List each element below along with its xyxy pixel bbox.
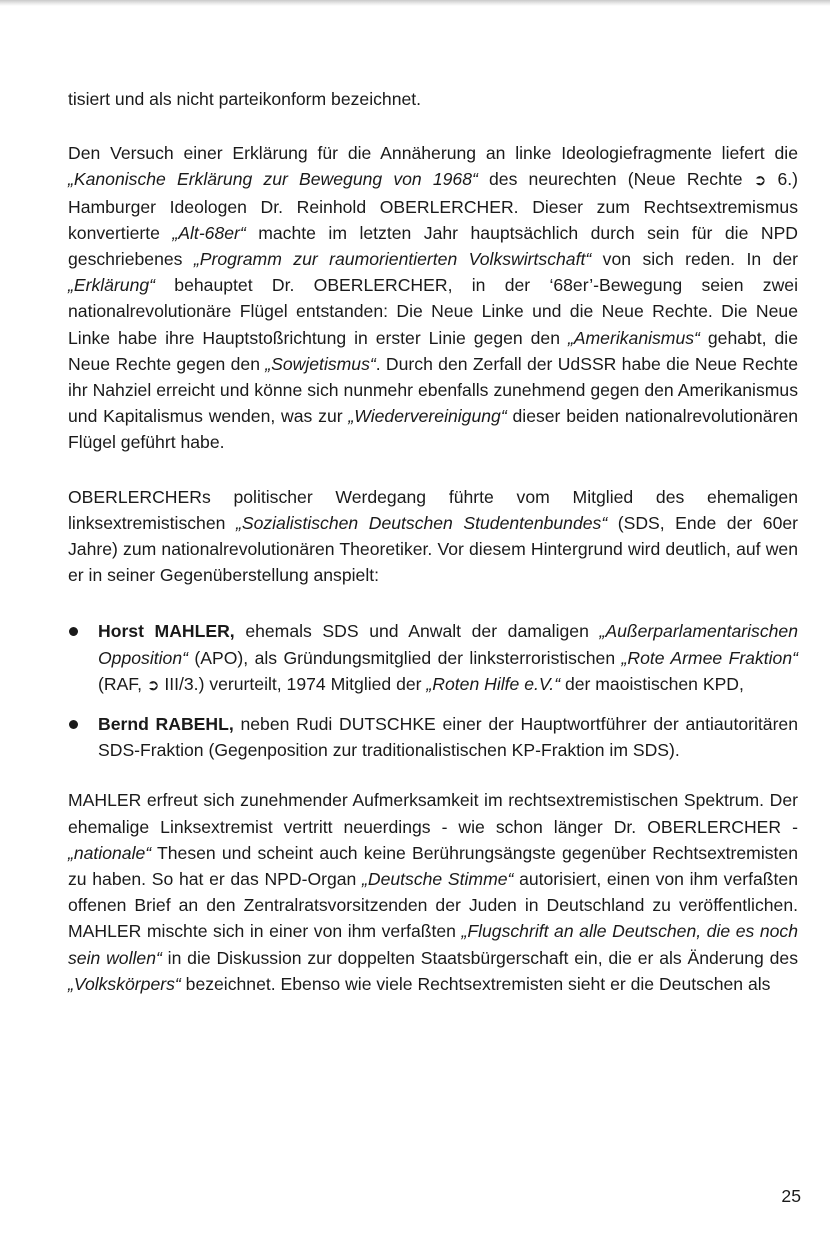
quote-title: „Programm zur raumorientierten Volkswirtschaft“	[193, 249, 592, 270]
paragraph-mahler	[68, 787, 798, 997]
text-span: tisiert und als nicht parteikonform bezeichnet.	[68, 89, 422, 109]
text-span: von sich reden. In der	[591, 249, 799, 270]
page-number: 25	[781, 1186, 801, 1206]
bullet-item-rabehl	[68, 711, 798, 763]
bullet-item-mahler	[68, 618, 798, 698]
text-span: autorisiert, einen von ihm verfaßten offenen Brief an den Zentralratsvorsitzenden der Juden in Deutschland zu veröffentlichen. MAHLER mischte sich in einer von ihm verfaßten	[68, 869, 798, 942]
text-span: . Durch den Zerfall der UdSSR habe die Neue Rechte ihr Nahziel erreicht und könne sich nunmehr ebenfalls zunehmend gegen den Amerikanismus und Kapitalismus wenden, was zur	[68, 353, 798, 427]
text-span: gehabt, die Neue Rechte gegen den	[68, 327, 798, 374]
quote-title: „Erklärung“	[68, 275, 156, 296]
text-span: MAHLER erfreut sich zunehmender Aufmerksamkeit im rechtsextremistischen Spektrum. Der ehemalige Linksextremist vertritt neuerdings - wie schon länger Dr. OBERLERCHER -	[68, 790, 798, 837]
text-span: Thesen und scheint auch keine Berührungsängste gegenüber Rechtsextremisten zu haben. So hat er das NPD-Organ	[68, 842, 798, 890]
bullet-list	[68, 618, 798, 763]
scan-edge	[0, 0, 830, 6]
quote-title: „Außerparlamentarischen Opposition“	[98, 621, 798, 668]
cross-reference-arrow-icon: ➲	[146, 675, 160, 694]
document-page	[68, 86, 798, 1025]
text-span: machte im letzten Jahr hauptsächlich durch sein für die NPD geschriebenes	[68, 222, 799, 270]
paragraph-intro	[68, 86, 798, 112]
text-span: behauptet Dr. OBERLERCHER, in der ‘68er’-Bewegung seien zwei nationalrevolutionäre Flügel entstanden: Die Neue Linke und die Neue Rechte. Die Neue Linke habe ihre Hauptstoßrichtung in erster Linie gegen den	[68, 275, 798, 348]
quote-title: „Roten Hilfe e.V.“	[426, 673, 561, 694]
quote-title: „Alt-68er“	[172, 222, 246, 243]
quote-title: „Flugschrift an alle Deutschen, die es noch sein wollen“	[68, 921, 798, 968]
text-span: der maoistischen KPD,	[560, 673, 744, 694]
quote-title: „Rote Armee Fraktion“	[621, 647, 798, 668]
bold-name: Horst MAHLER,	[98, 621, 235, 642]
paragraph-oberlercher-declaration	[68, 140, 798, 455]
text-span: des neurechten (Neue Rechte	[477, 169, 754, 190]
text-span: Den Versuch einer Erklärung für die Annäherung an linke Ideologiefragmente liefert die	[68, 143, 798, 164]
text-span: neben Rudi DUTSCHKE einer der Hauptwortführer der antiautoritären SDS-Fraktion (Gegenposition zur traditionalistischen KP-Fraktion im SDS).	[98, 714, 798, 761]
quote-title: „Wiedervereinigung“	[348, 406, 507, 427]
text-span: (RAF,	[98, 673, 147, 694]
text-span: in die Diskussion zur doppelten Staatsbürgerschaft ein, die er als Änderung des	[161, 947, 798, 968]
quote-title: „nationale“	[68, 842, 152, 863]
bold-name: Bernd RABEHL,	[98, 714, 234, 735]
quote-title: „Volkskörpers“	[68, 973, 181, 994]
text-span: (SDS, Ende der 60er Jahre) zum nationalrevolutionären Theoretiker. Vor diesem Hintergrund wird deutlich, auf wen er in seiner Gegenüberstellung anspielt:	[68, 512, 798, 586]
cross-reference-arrow-icon: ➲	[753, 171, 767, 190]
quote-title: „Deutsche Stimme“	[362, 869, 514, 890]
quote-title: „Sozialistischen Deutschen Studentenbundes“	[235, 512, 608, 533]
text-span: dieser beiden nationalrevolutionären Flügel geführt habe.	[68, 406, 799, 453]
quote-title: „Sowjetismus“	[265, 353, 376, 374]
text-span: 6.) Hamburger Ideologen Dr. Reinhold OBERLERCHER. Dieser zum Rechtsextremismus konvertierte	[68, 169, 799, 243]
text-span: (APO), als Gründungsmitglied der linksterroristischen	[187, 647, 622, 668]
text-span: bezeichnet. Ebenso wie viele Rechtsextremisten sieht er die Deutschen als	[180, 973, 771, 994]
text-span: III/3.) verurteilt, 1974 Mitglied der	[159, 673, 427, 694]
quote-title: „Amerikanismus“	[567, 327, 700, 348]
text-span: ehemals SDS und Anwalt der damaligen	[234, 621, 600, 642]
quote-title: „Kanonische Erklärung zur Bewegung von 1968“	[68, 169, 478, 190]
paragraph-oberlercher-career	[68, 484, 798, 589]
text-span: OBERLERCHERs politischer Werdegang führte vom Mitglied des ehemaligen linksextremistischen	[68, 486, 798, 533]
